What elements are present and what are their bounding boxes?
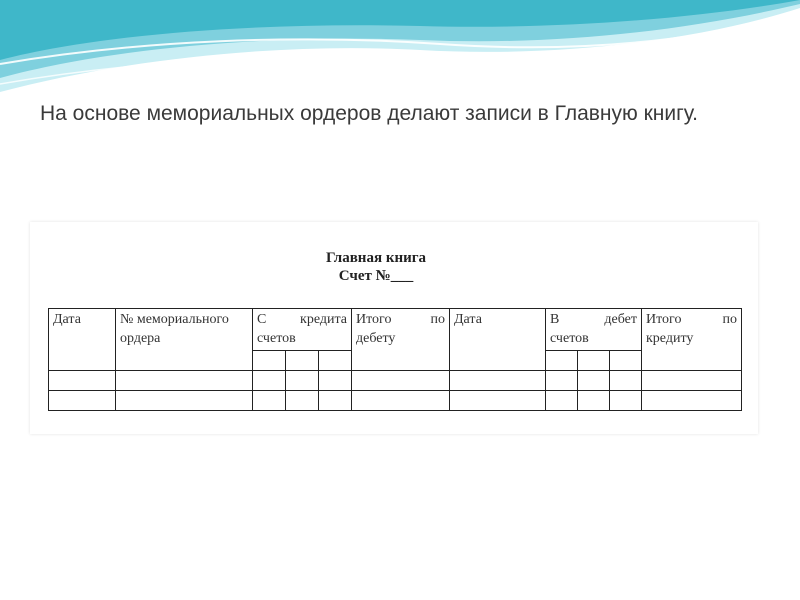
ledger-document-image <box>30 222 758 434</box>
header-debit-accounts <box>546 309 642 351</box>
header-credit-accounts-line2: счетов <box>257 331 296 346</box>
subcell <box>286 351 319 371</box>
header-date-1: Дата <box>49 309 116 371</box>
header-debit-accounts-line1: В дебет <box>550 312 637 327</box>
ledger-account-number: Счет №___ <box>338 268 414 284</box>
subcell <box>578 351 610 371</box>
subcell <box>546 351 578 371</box>
ledger-title: Главная книга <box>325 250 427 266</box>
header-total-credit: Итого по кредиту <box>642 309 742 371</box>
slide-body-text: На основе мемориальных ордеров делают записи в Главную книгу. <box>40 102 699 125</box>
subcell <box>253 351 286 371</box>
header-credit-accounts-line1: С кредита <box>257 312 347 327</box>
subcell <box>319 351 352 371</box>
header-date-2: Дата <box>450 309 546 371</box>
subcell <box>610 351 642 371</box>
decorative-wave-banner <box>0 0 800 110</box>
header-debit-accounts-line2: счетов <box>550 331 589 346</box>
header-total-debit: Итого по дебету <box>352 309 450 371</box>
header-credit-accounts <box>253 309 352 351</box>
header-memorial-order: № мемориального ордера <box>116 309 253 371</box>
table-row <box>49 391 742 411</box>
table-row <box>49 371 742 391</box>
ledger-table <box>48 308 742 411</box>
